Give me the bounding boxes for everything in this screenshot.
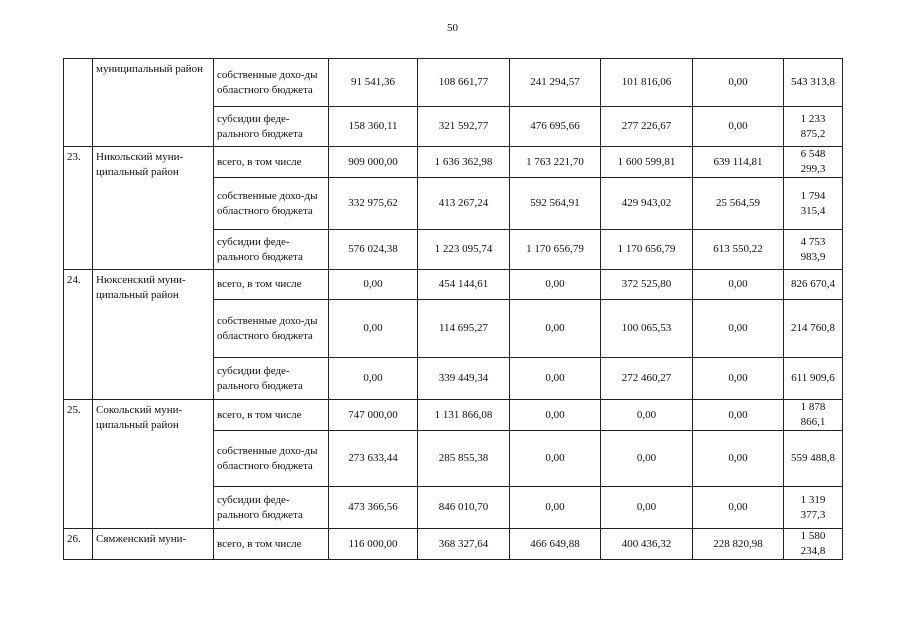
value-cell: 273 633,44 (329, 431, 418, 487)
funding-type: субсидии феде-рального бюджета (214, 358, 329, 400)
funding-type: всего, в том числе (214, 529, 329, 560)
value-cell: 473 366,56 (329, 487, 418, 529)
value-cell: 1 878 866,1 (784, 400, 843, 431)
value-cell: 0,00 (510, 300, 601, 358)
value-cell: 91 541,36 (329, 59, 418, 107)
value-cell: 747 000,00 (329, 400, 418, 431)
funding-type: субсидии феде-рального бюджета (214, 107, 329, 147)
value-cell: 1 636 362,98 (418, 147, 510, 178)
funding-type: собственные дохо-ды областного бюджета (214, 178, 329, 230)
value-cell: 0,00 (693, 107, 784, 147)
value-cell: 0,00 (693, 59, 784, 107)
value-cell: 1 233 875,2 (784, 107, 843, 147)
table-body (64, 59, 843, 560)
district-name: Сокольский муни-ципальный район (93, 400, 214, 529)
district-name: Нюксенский муни-ципальный район (93, 270, 214, 400)
value-cell: 1 794 315,4 (784, 178, 843, 230)
funding-type: всего, в том числе (214, 400, 329, 431)
value-cell: 400 436,32 (601, 529, 693, 560)
value-cell: 0,00 (329, 300, 418, 358)
row-number: 24. (64, 270, 93, 400)
value-cell: 100 065,53 (601, 300, 693, 358)
value-cell: 576 024,38 (329, 230, 418, 270)
value-cell: 1 763 221,70 (510, 147, 601, 178)
funding-type: субсидии феде-рального бюджета (214, 487, 329, 529)
district-name: муниципальный район (93, 59, 214, 147)
value-cell: 101 816,06 (601, 59, 693, 107)
table-row (64, 270, 843, 300)
value-cell: 0,00 (510, 400, 601, 431)
value-cell: 1 170 656,79 (510, 230, 601, 270)
page-number: 50 (447, 22, 458, 34)
value-cell: 228 820,98 (693, 529, 784, 560)
row-number: 26. (64, 529, 93, 560)
value-cell: 1 170 656,79 (601, 230, 693, 270)
value-cell: 413 267,24 (418, 178, 510, 230)
table-row (64, 529, 843, 560)
funding-type: собственные дохо-ды областного бюджета (214, 59, 329, 107)
value-cell: 4 753 983,9 (784, 230, 843, 270)
funding-type: всего, в том числе (214, 270, 329, 300)
funding-type: собственные дохо-ды областного бюджета (214, 300, 329, 358)
value-cell: 0,00 (601, 487, 693, 529)
value-cell: 158 360,11 (329, 107, 418, 147)
value-cell: 0,00 (601, 431, 693, 487)
value-cell: 0,00 (693, 431, 784, 487)
value-cell: 613 550,22 (693, 230, 784, 270)
value-cell: 1 600 599,81 (601, 147, 693, 178)
value-cell: 277 226,67 (601, 107, 693, 147)
value-cell: 116 000,00 (329, 529, 418, 560)
district-name: Никольский муни-ципальный район (93, 147, 214, 270)
budget-table (63, 58, 843, 560)
row-number (64, 59, 93, 147)
value-cell: 114 695,27 (418, 300, 510, 358)
value-cell: 285 855,38 (418, 431, 510, 487)
row-number: 23. (64, 147, 93, 270)
value-cell: 0,00 (329, 358, 418, 400)
funding-type: собственные дохо-ды областного бюджета (214, 431, 329, 487)
value-cell: 909 000,00 (329, 147, 418, 178)
value-cell: 0,00 (693, 270, 784, 300)
funding-type: субсидии феде-рального бюджета (214, 230, 329, 270)
row-number: 25. (64, 400, 93, 529)
value-cell: 0,00 (693, 300, 784, 358)
value-cell: 1 223 095,74 (418, 230, 510, 270)
value-cell: 6 548 299,3 (784, 147, 843, 178)
value-cell: 0,00 (510, 431, 601, 487)
value-cell: 611 909,6 (784, 358, 843, 400)
value-cell: 466 649,88 (510, 529, 601, 560)
value-cell: 1 319 377,3 (784, 487, 843, 529)
value-cell: 241 294,57 (510, 59, 601, 107)
value-cell: 272 460,27 (601, 358, 693, 400)
value-cell: 592 564,91 (510, 178, 601, 230)
value-cell: 332 975,62 (329, 178, 418, 230)
value-cell: 0,00 (329, 270, 418, 300)
value-cell: 108 661,77 (418, 59, 510, 107)
value-cell: 0,00 (693, 400, 784, 431)
value-cell: 454 144,61 (418, 270, 510, 300)
value-cell: 339 449,34 (418, 358, 510, 400)
value-cell: 0,00 (510, 270, 601, 300)
value-cell: 0,00 (693, 358, 784, 400)
value-cell: 639 114,81 (693, 147, 784, 178)
table-row (64, 147, 843, 178)
value-cell: 25 564,59 (693, 178, 784, 230)
value-cell: 1 580 234,8 (784, 529, 843, 560)
table-row (64, 59, 843, 107)
value-cell: 372 525,80 (601, 270, 693, 300)
value-cell: 0,00 (601, 400, 693, 431)
value-cell: 1 131 866,08 (418, 400, 510, 431)
value-cell: 559 488,8 (784, 431, 843, 487)
value-cell: 0,00 (693, 487, 784, 529)
value-cell: 321 592,77 (418, 107, 510, 147)
value-cell: 476 695,66 (510, 107, 601, 147)
value-cell: 846 010,70 (418, 487, 510, 529)
value-cell: 429 943,02 (601, 178, 693, 230)
funding-type: всего, в том числе (214, 147, 329, 178)
value-cell: 826 670,4 (784, 270, 843, 300)
value-cell: 0,00 (510, 487, 601, 529)
value-cell: 214 760,8 (784, 300, 843, 358)
value-cell: 368 327,64 (418, 529, 510, 560)
table-row (64, 400, 843, 431)
district-name: Сямженский муни- (93, 529, 214, 560)
value-cell: 543 313,8 (784, 59, 843, 107)
value-cell: 0,00 (510, 358, 601, 400)
